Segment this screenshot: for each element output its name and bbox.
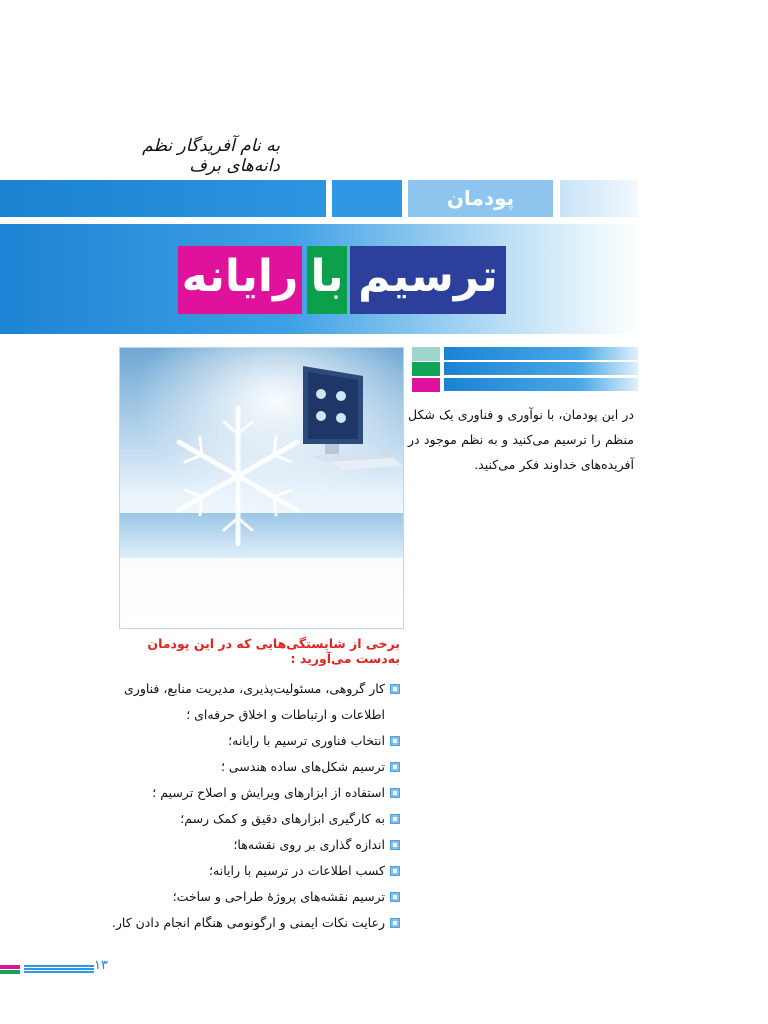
square-bullet-icon bbox=[390, 814, 400, 824]
square-bullet-icon bbox=[390, 788, 400, 798]
accent-square-teal bbox=[412, 347, 440, 361]
footer-accent-green bbox=[0, 970, 20, 974]
invocation-line: به نام آفریدگار نظم دانه‌های برف bbox=[142, 136, 280, 176]
accent-stripe bbox=[444, 378, 638, 391]
square-bullet-icon bbox=[390, 762, 400, 772]
square-bullet-icon bbox=[390, 736, 400, 746]
accent-stripe bbox=[444, 362, 638, 375]
list-item: ترسیم شکل‌های ساده هندسی ؛ bbox=[96, 754, 400, 780]
square-bullet-icon bbox=[390, 684, 400, 694]
list-item: به کارگیری ابزارهای دقیق و کمک رسم؛ bbox=[96, 806, 400, 832]
list-item: رعایت نکات ایمنی و ارگونومی هنگام انجام دادن کار. bbox=[96, 910, 400, 936]
header-bar-segment bbox=[0, 180, 326, 217]
title-word-ba: با bbox=[307, 246, 347, 314]
module-label: پودمان bbox=[446, 186, 515, 210]
accent-stripe bbox=[444, 347, 638, 360]
competencies-list bbox=[96, 676, 400, 936]
square-bullet-icon bbox=[390, 840, 400, 850]
intro-paragraph: در این پودمان، با نوآوری و فناوری یک شکل منظم را ترسیم می‌کنید و به نظم موجود در آفریده‌های خداوند فکر می‌کنید. bbox=[408, 407, 634, 472]
title-word-rayaneh: رایانه bbox=[178, 246, 302, 314]
title-word-tarsim: ترسیم bbox=[350, 246, 506, 314]
square-bullet-icon bbox=[390, 892, 400, 902]
snowflake-monitor-icon bbox=[120, 348, 403, 628]
list-item: کسب اطلاعات در ترسیم با رایانه؛ bbox=[96, 858, 400, 884]
competencies-heading: برخی از شایستگی‌هایی که در این پودمان به‌دست می‌آورید : bbox=[147, 636, 400, 666]
list-item: اندازه گذاری بر روی نقشه‌ها؛ bbox=[96, 832, 400, 858]
accent-square-pink bbox=[412, 378, 440, 392]
list-item: استفاده از ابزارهای ویرایش و اصلاح ترسیم ؛ bbox=[96, 780, 400, 806]
square-bullet-icon bbox=[390, 918, 400, 928]
header-bar-segment bbox=[560, 180, 638, 217]
footer-accent-blue bbox=[24, 965, 94, 974]
hero-image bbox=[119, 347, 404, 629]
page-number: ۱۳ bbox=[94, 958, 108, 973]
list-item: کار گروهی، مسئولیت‌پذیری، مدیریت منابع، فناوری اطلاعات و ارتباطات و اخلاق حرفه‌ای ؛ bbox=[96, 676, 400, 728]
square-bullet-icon bbox=[390, 866, 400, 876]
list-item: انتخاب فناوری ترسیم با رایانه؛ bbox=[96, 728, 400, 754]
list-item: ترسیم نقشه‌های پروژهٔ طراحی و ساخت؛ bbox=[96, 884, 400, 910]
header-bar-segment bbox=[332, 180, 402, 217]
accent-square-green bbox=[412, 362, 440, 376]
footer-accent-pink bbox=[0, 965, 20, 969]
